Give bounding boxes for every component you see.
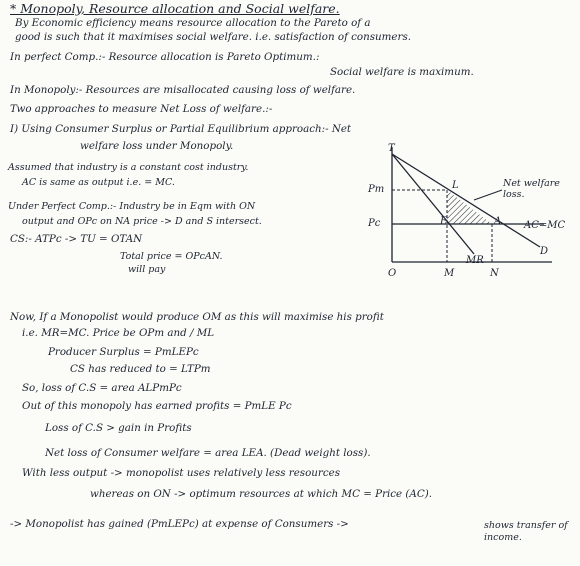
label-t: T bbox=[388, 143, 395, 154]
text-line: shows transfer of income. bbox=[484, 520, 568, 543]
text-line: By Economic efficiency means resource allocation to the Pareto of a bbox=[15, 17, 371, 29]
label-d: D bbox=[540, 246, 549, 257]
text-line: Total price = OPcAN. bbox=[120, 251, 223, 262]
text-line: Out of this monopoly has earned profits = PmLE Pc bbox=[22, 400, 292, 412]
label-mr: MR bbox=[466, 255, 484, 266]
label-pm: Pm bbox=[368, 184, 385, 195]
deadweight-loss-area bbox=[447, 190, 492, 224]
label-m: M bbox=[444, 268, 455, 279]
text-line: In Monopoly:- Resources are misallocated causing loss of welfare. bbox=[10, 84, 356, 96]
text-line: CS:- ATPc -> TU = OTAN bbox=[10, 233, 143, 245]
text-line: good is such that it maximises social welfare. i.e. satisfaction of consumers. bbox=[15, 31, 412, 43]
demand-curve bbox=[392, 154, 540, 247]
label-o: O bbox=[388, 268, 397, 279]
label-l: L bbox=[452, 180, 459, 191]
label-e: E bbox=[440, 216, 448, 227]
text-line: Loss of C.S > gain in Profits bbox=[45, 422, 192, 434]
heading: * Monopoly, Resource allocation and Social welfare. bbox=[10, 1, 340, 16]
text-line: AC is same as output i.e. = MC. bbox=[22, 177, 175, 188]
text-line: In perfect Comp.:- Resource allocation is Pareto Optimum.: bbox=[10, 51, 320, 63]
text-line: whereas on ON -> optimum resources at which MC = Price (AC). bbox=[90, 488, 433, 500]
text-line: Producer Surplus = PmLEPc bbox=[48, 346, 199, 358]
text-line: CS has reduced to = LTPm bbox=[70, 363, 211, 375]
label-a: A bbox=[494, 216, 502, 227]
text-line: Assumed that industry is a constant cost industry. bbox=[8, 162, 249, 173]
text-line: With less output -> monopolist uses relatively less resources bbox=[22, 467, 340, 479]
label-n: N bbox=[490, 268, 499, 279]
text-line: I) Using Consumer Surplus or Partial Equilibrium approach:- Net bbox=[10, 123, 352, 135]
text-line: -> Monopolist has gained (PmLEPc) at expense of Consumers -> bbox=[10, 518, 349, 530]
text-line: output and OPc on NA price -> D and S intersect. bbox=[22, 216, 262, 227]
text-line: So, loss of C.S = area ALPmPc bbox=[22, 382, 182, 394]
label-ac-mc: AC=MC bbox=[524, 220, 566, 231]
label-pc: Pc bbox=[368, 218, 381, 229]
text-line: i.e. MR=MC. Price be OPm and / ML bbox=[22, 327, 215, 339]
text-line: Social welfare is maximum. bbox=[330, 66, 474, 78]
text-line: Net loss of Consumer welfare = area LEA. (Dead weight loss). bbox=[45, 447, 371, 459]
text-line: Now, If a Monopolist would produce OM as this will maximise his profit bbox=[10, 311, 384, 323]
text-line: will pay bbox=[128, 264, 166, 275]
label-net-welfare-loss: Net welfare loss. bbox=[503, 178, 560, 200]
text-line: welfare loss under Monopoly. bbox=[80, 140, 234, 152]
text-line: Two approaches to measure Net Loss of welfare.:- bbox=[10, 103, 273, 115]
text-line: Under Perfect Comp.:- Industry be in Eqm with ON bbox=[8, 201, 256, 212]
